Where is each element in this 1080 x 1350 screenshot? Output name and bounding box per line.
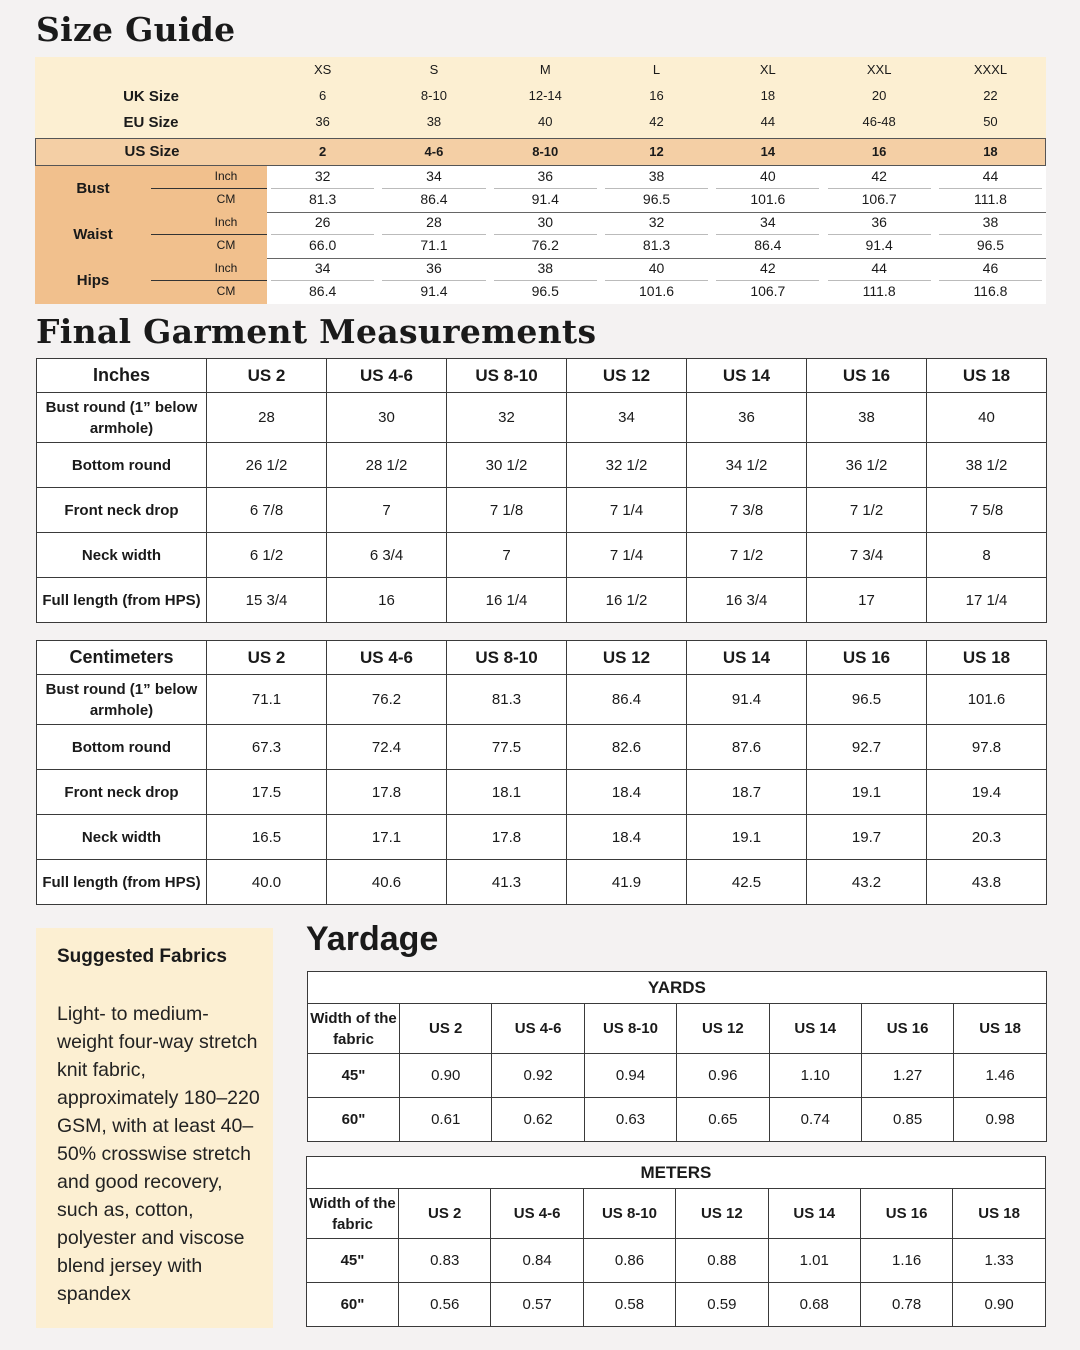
yardage-meters-table [306, 1156, 1046, 1327]
cell-value: 0.94 [584, 1054, 676, 1098]
cell-value: 34 [567, 393, 687, 443]
table-row [37, 860, 1047, 905]
cell-value: 38 1/2 [927, 443, 1047, 488]
cell-value: 0.96 [677, 1054, 769, 1098]
cell-value: 6 7/8 [207, 488, 327, 533]
cell-divider [828, 188, 931, 189]
column-header: US 12 [567, 641, 687, 675]
cell-value: 71.1 [207, 675, 327, 725]
cell-divider [271, 188, 374, 189]
measure-value: 81.3 [642, 237, 671, 253]
eu-size-value: 42 [649, 114, 664, 129]
cell-divider [716, 188, 819, 189]
table-row [308, 1098, 1047, 1142]
column-header: US 16 [807, 359, 927, 393]
size-letter: XS [313, 62, 332, 77]
cell-value: 0.85 [861, 1098, 953, 1142]
unit-cm: CM [216, 284, 236, 298]
cell-divider [716, 234, 819, 235]
measure-value: 91.4 [420, 283, 448, 299]
us-size-value: 12 [649, 144, 664, 159]
measure-label-bust [35, 166, 267, 212]
measure-value: 91.4 [531, 191, 559, 207]
measure-value: 116.8 [973, 283, 1008, 299]
measure-value: 36 [871, 214, 887, 230]
row-label: Bust round (1” below armhole) [37, 675, 207, 725]
table-row [37, 443, 1047, 488]
cell-value: 7 1/2 [807, 488, 927, 533]
cell-value: 0.84 [491, 1239, 583, 1283]
column-header: US 18 [927, 359, 1047, 393]
measure-value: 66.0 [309, 237, 337, 253]
row-label: Bottom round [37, 725, 207, 770]
row-label: Bottom round [37, 443, 207, 488]
width-label: Width of the fabric [308, 1004, 400, 1054]
cell-value: 0.74 [769, 1098, 861, 1142]
column-header: US 12 [676, 1189, 768, 1239]
table-row [37, 488, 1047, 533]
cell-divider [382, 188, 485, 189]
cell-value: 0.92 [492, 1054, 584, 1098]
unit-cm: CM [216, 238, 236, 252]
column-header: US 8-10 [584, 1004, 676, 1054]
measure-value: 28 [426, 214, 442, 230]
measure-label-hips [35, 258, 267, 304]
cell-value: 1.10 [769, 1054, 861, 1098]
cell-value: 17 [807, 578, 927, 623]
size-letter: XXXL [973, 62, 1008, 77]
measure-value: 44 [982, 168, 999, 184]
cell-value: 6 1/2 [207, 533, 327, 578]
divider [151, 234, 267, 235]
divider [151, 188, 267, 189]
cell-value: 19.1 [687, 815, 807, 860]
cell-value: 17.8 [447, 815, 567, 860]
cell-value: 16 1/2 [567, 578, 687, 623]
column-header: US 4-6 [327, 641, 447, 675]
cell-value: 0.56 [399, 1283, 491, 1327]
cell-divider [271, 234, 374, 235]
cell-value: 38 [807, 393, 927, 443]
cell-divider [494, 188, 597, 189]
uk-size-value: 20 [871, 88, 887, 103]
cell-value: 1.46 [954, 1054, 1046, 1098]
cell-value: 42.5 [687, 860, 807, 905]
cell-divider [939, 188, 1042, 189]
table-row [37, 675, 1047, 725]
unit-inch: Inch [214, 215, 238, 229]
cell-value: 43.2 [807, 860, 927, 905]
measure-value: 38 [648, 168, 665, 184]
cell-value: 0.61 [400, 1098, 492, 1142]
cell-value: 0.88 [676, 1239, 768, 1283]
measure-value: 96.5 [531, 283, 559, 299]
cell-value: 20.3 [927, 815, 1047, 860]
cell-value: 16 [327, 578, 447, 623]
cell-value: 1.01 [768, 1239, 860, 1283]
yardage-unit-header: METERS [307, 1157, 1046, 1189]
measure-value: 106.7 [750, 283, 786, 299]
measure-value: 111.8 [862, 283, 896, 299]
table-row [308, 1054, 1047, 1098]
column-header: US 4-6 [327, 359, 447, 393]
cell-value: 36 [687, 393, 807, 443]
us-size-value: 18 [983, 144, 998, 159]
table-row [37, 578, 1047, 623]
cell-value: 36 1/2 [807, 443, 927, 488]
garment-title: Final Garment Measurements [36, 312, 597, 351]
cell-value: 76.2 [327, 675, 447, 725]
column-header: US 14 [769, 1004, 861, 1054]
us-size-value: 8-10 [532, 144, 559, 159]
cell-value: 87.6 [687, 725, 807, 770]
column-header: US 12 [677, 1004, 769, 1054]
measure-value: 40 [760, 168, 776, 184]
column-header: US 14 [687, 641, 807, 675]
measure-name: Waist [73, 226, 113, 243]
cell-value: 17 1/4 [927, 578, 1047, 623]
row-label: Bust round (1” below armhole) [37, 393, 207, 443]
cell-value: 1.33 [953, 1239, 1045, 1283]
cell-value: 40.6 [327, 860, 447, 905]
measure-value: 36 [537, 168, 554, 184]
measure-value: 96.5 [642, 191, 671, 207]
cell-value: 6 3/4 [327, 533, 447, 578]
cell-value: 7 1/4 [567, 533, 687, 578]
cell-value: 32 [447, 393, 567, 443]
uk-size-value: 22 [983, 88, 998, 103]
column-header: US 18 [953, 1189, 1045, 1239]
cell-value: 0.59 [676, 1283, 768, 1327]
table-header-unit: Inches [37, 359, 207, 393]
cell-value: 40.0 [207, 860, 327, 905]
measure-value: 38 [982, 214, 999, 230]
row-label: Full length (from HPS) [37, 860, 207, 905]
cell-value: 0.90 [953, 1283, 1045, 1327]
suggested-fabrics-panel [36, 928, 273, 1328]
eu-size-value: 46-48 [862, 114, 896, 129]
eu-size-value: 38 [426, 114, 442, 129]
eu-size-label: EU Size [123, 114, 179, 131]
cell-value: 7 1/4 [567, 488, 687, 533]
measure-value: 40 [648, 260, 665, 276]
cell-value: 0.65 [677, 1098, 769, 1142]
measure-value: 30 [537, 214, 554, 230]
measure-value: 81.3 [309, 191, 337, 207]
measure-value: 101.6 [639, 283, 675, 299]
yardage-title: Yardage [306, 920, 439, 958]
measure-value: 86.4 [754, 237, 782, 253]
column-header: US 4-6 [492, 1004, 584, 1054]
yardage-unit-header: YARDS [308, 972, 1047, 1004]
column-header: US 2 [400, 1004, 492, 1054]
column-header: US 18 [954, 1004, 1046, 1054]
unit-inch: Inch [214, 169, 238, 183]
measure-value: 34 [426, 168, 442, 184]
cell-value: 7 3/8 [687, 488, 807, 533]
cell-value: 19.7 [807, 815, 927, 860]
cell-value: 0.68 [768, 1283, 860, 1327]
cell-divider [494, 280, 597, 281]
cell-divider [605, 234, 708, 235]
cell-value: 17.1 [327, 815, 447, 860]
yardage-yards-table [307, 971, 1047, 1142]
cell-value: 0.90 [400, 1054, 492, 1098]
row-label: Neck width [37, 815, 207, 860]
measure-value: 111.8 [973, 191, 1007, 207]
cell-value: 15 3/4 [207, 578, 327, 623]
table-row [307, 1283, 1046, 1327]
cell-divider [382, 234, 485, 235]
measure-value: 32 [648, 214, 665, 230]
cell-value: 18.1 [447, 770, 567, 815]
row-label: 60" [307, 1283, 399, 1327]
us-size-value: 14 [760, 144, 776, 159]
cell-value: 7 [447, 533, 567, 578]
row-label: Neck width [37, 533, 207, 578]
cell-value: 0.57 [491, 1283, 583, 1327]
cell-value: 0.98 [954, 1098, 1046, 1142]
cell-value: 67.3 [207, 725, 327, 770]
measure-value: 91.4 [865, 237, 893, 253]
column-header: US 16 [807, 641, 927, 675]
width-label: Width of the fabric [307, 1189, 399, 1239]
cell-value: 16 1/4 [447, 578, 567, 623]
table-header-unit: Centimeters [37, 641, 207, 675]
us-size-label: US Size [124, 143, 180, 160]
uk-size-value: 16 [649, 88, 664, 103]
uk-size-value: 8-10 [420, 88, 447, 103]
table-row [37, 725, 1047, 770]
size-letter: L [652, 62, 661, 77]
column-header: US 12 [567, 359, 687, 393]
row-label: Full length (from HPS) [37, 578, 207, 623]
cell-value: 0.62 [492, 1098, 584, 1142]
uk-size-value: 12-14 [528, 88, 562, 103]
cell-value: 41.3 [447, 860, 567, 905]
measure-value: 46 [982, 260, 999, 276]
cell-value: 0.63 [584, 1098, 676, 1142]
column-header: US 2 [207, 641, 327, 675]
measure-value: 38 [537, 260, 554, 276]
cell-value: 96.5 [807, 675, 927, 725]
measure-value: 26 [314, 214, 331, 230]
cell-divider [828, 234, 931, 235]
column-header: US 16 [861, 1004, 953, 1054]
size-letter: XXL [866, 62, 892, 77]
fabrics-description: Light- to medium-weight four-way stretch knit fabric, approximately 180–220 GSM, with at least 40–50% crosswise stretch and good recovery, such as, cotton, polyester and viscose blend jersey with spandex [57, 1003, 260, 1305]
cell-value: 17.8 [327, 770, 447, 815]
cell-value: 81.3 [447, 675, 567, 725]
cell-value: 91.4 [687, 675, 807, 725]
cell-value: 16.5 [207, 815, 327, 860]
cell-value: 92.7 [807, 725, 927, 770]
cell-value: 7 3/4 [807, 533, 927, 578]
measure-value: 42 [760, 260, 776, 276]
column-header: US 2 [207, 359, 327, 393]
measure-value: 42 [871, 168, 887, 184]
cell-value: 7 1/2 [687, 533, 807, 578]
cell-value: 7 [327, 488, 447, 533]
table-row [37, 533, 1047, 578]
row-label: Front neck drop [37, 770, 207, 815]
cell-divider [828, 280, 931, 281]
cell-divider [494, 234, 597, 235]
measure-value: 76.2 [531, 237, 559, 253]
cell-value: 18.7 [687, 770, 807, 815]
cell-value: 0.86 [583, 1239, 675, 1283]
cell-value: 30 [327, 393, 447, 443]
cell-divider [605, 188, 708, 189]
column-header: US 16 [860, 1189, 952, 1239]
cell-divider [605, 280, 708, 281]
table-row [37, 770, 1047, 815]
cell-value: 17.5 [207, 770, 327, 815]
measure-value: 34 [314, 260, 331, 276]
cell-value: 1.16 [860, 1239, 952, 1283]
cell-value: 34 1/2 [687, 443, 807, 488]
cell-value: 28 1/2 [327, 443, 447, 488]
cell-value: 0.78 [860, 1283, 952, 1327]
cell-divider [716, 280, 819, 281]
fabrics-title: Suggested Fabrics [57, 946, 227, 967]
cell-value: 43.8 [927, 860, 1047, 905]
cell-value: 28 [207, 393, 327, 443]
measure-value: 86.4 [309, 283, 337, 299]
cell-value: 0.58 [583, 1283, 675, 1327]
garment-inches-table [36, 358, 1047, 623]
cell-value: 26 1/2 [207, 443, 327, 488]
cell-value: 41.9 [567, 860, 687, 905]
table-row [307, 1239, 1046, 1283]
column-header: US 18 [927, 641, 1047, 675]
row-label: 45" [307, 1239, 399, 1283]
column-header: US 8-10 [447, 641, 567, 675]
garment-cm-table [36, 640, 1047, 905]
cell-value: 86.4 [567, 675, 687, 725]
us-size-value: 4-6 [424, 144, 444, 159]
measure-value: 32 [314, 168, 331, 184]
row-label: Front neck drop [37, 488, 207, 533]
size-letter: M [539, 62, 551, 77]
size-letter: XL [759, 62, 776, 77]
row-label: 60" [308, 1098, 400, 1142]
cell-value: 30 1/2 [447, 443, 567, 488]
cell-divider [939, 280, 1042, 281]
cell-value: 32 1/2 [567, 443, 687, 488]
measure-name: Hips [76, 272, 110, 289]
unit-cm: CM [216, 192, 236, 206]
cell-value: 1.27 [861, 1054, 953, 1098]
eu-size-value: 44 [760, 114, 776, 129]
cell-value: 18.4 [567, 770, 687, 815]
measure-value: 96.5 [976, 237, 1005, 253]
divider [151, 280, 267, 281]
cell-value: 101.6 [927, 675, 1047, 725]
table-row [37, 815, 1047, 860]
cell-value: 72.4 [327, 725, 447, 770]
unit-inch: Inch [214, 261, 238, 275]
measure-value: 106.7 [861, 191, 897, 207]
cell-value: 8 [927, 533, 1047, 578]
cell-value: 7 5/8 [927, 488, 1047, 533]
cell-value: 18.4 [567, 815, 687, 860]
uk-size-value: 6 [319, 88, 327, 103]
cell-value: 19.1 [807, 770, 927, 815]
block-divider [267, 212, 1046, 213]
cell-value: 7 1/8 [447, 488, 567, 533]
column-header: US 8-10 [447, 359, 567, 393]
eu-size-value: 40 [538, 114, 553, 129]
size-letter: S [429, 62, 439, 77]
cell-value: 19.4 [927, 770, 1047, 815]
column-header: US 2 [399, 1189, 491, 1239]
cell-value: 97.8 [927, 725, 1047, 770]
measure-name: Bust [76, 180, 110, 197]
column-header: US 4-6 [491, 1189, 583, 1239]
column-header: US 14 [768, 1189, 860, 1239]
measure-value: 34 [760, 214, 776, 230]
cell-divider [382, 280, 485, 281]
size-guide-table [35, 57, 1046, 304]
row-label: 45" [308, 1054, 400, 1098]
size-guide-title: Size Guide [36, 10, 236, 49]
measure-value: 101.6 [750, 191, 786, 207]
measure-value: 86.4 [420, 191, 448, 207]
column-header: US 8-10 [583, 1189, 675, 1239]
cell-value: 40 [927, 393, 1047, 443]
us-size-value: 2 [319, 144, 327, 159]
cell-value: 16 3/4 [687, 578, 807, 623]
cell-value: 82.6 [567, 725, 687, 770]
block-divider [267, 258, 1046, 259]
eu-size-value: 36 [315, 114, 330, 129]
cell-value: 77.5 [447, 725, 567, 770]
uk-size-value: 18 [760, 88, 776, 103]
cell-divider [271, 280, 374, 281]
column-header: US 14 [687, 359, 807, 393]
measure-value: 71.1 [420, 237, 448, 253]
us-size-value: 16 [871, 144, 887, 159]
eu-size-value: 50 [983, 114, 998, 129]
uk-size-label: UK Size [123, 88, 179, 105]
measure-value: 44 [871, 260, 887, 276]
measure-label-waist [35, 212, 267, 258]
cell-divider [939, 234, 1042, 235]
table-row [37, 393, 1047, 443]
measure-value: 36 [426, 260, 442, 276]
cell-value: 0.83 [399, 1239, 491, 1283]
